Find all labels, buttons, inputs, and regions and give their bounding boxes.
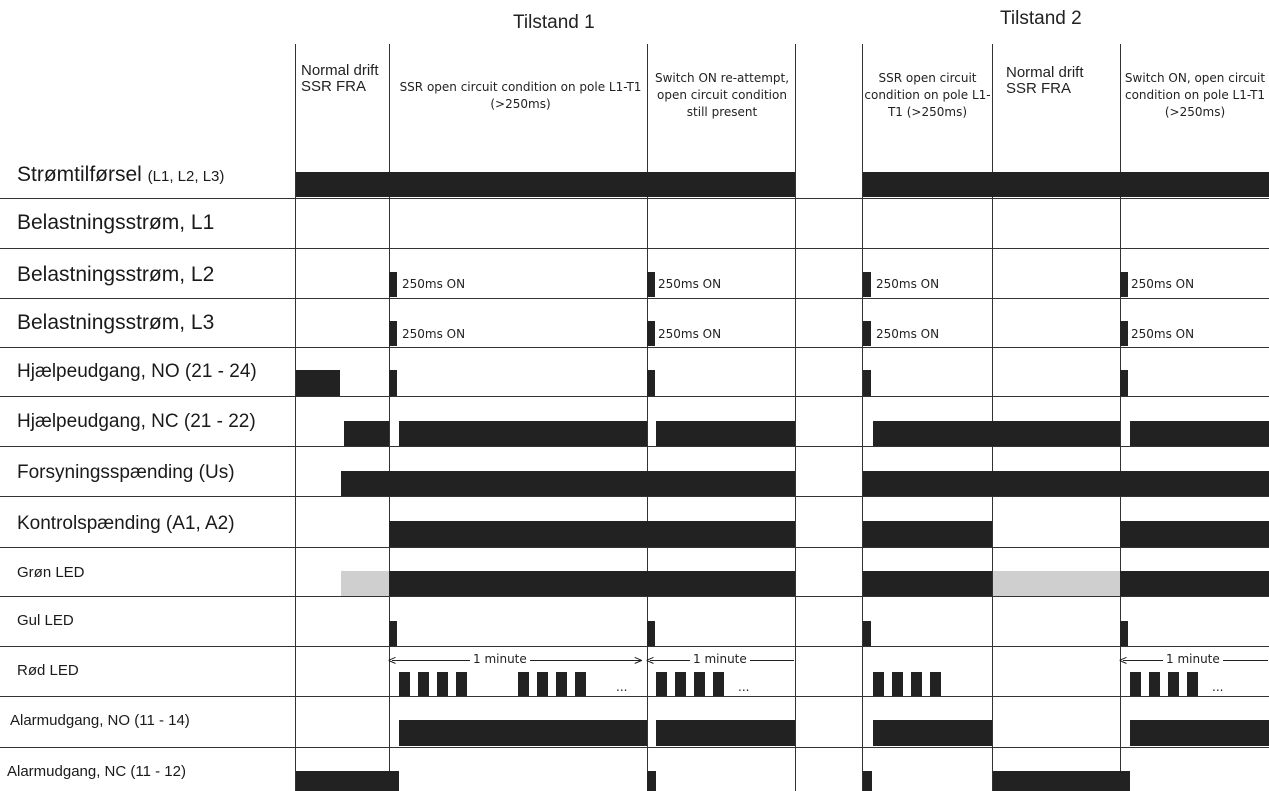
row-label-us: Forsyningsspænding (Us): [17, 462, 235, 483]
row-separator: [0, 347, 1269, 348]
red-led-blink: [399, 672, 410, 696]
red-led-blink: [930, 672, 941, 696]
header-open-circuit-2: SSR open circuit condition on pole L1-T1 (>250ms): [864, 71, 991, 119]
row-separator: [0, 547, 1269, 548]
signal-alarm-nc: [993, 771, 1130, 791]
column-divider: [1120, 44, 1121, 791]
red-led-blink: [556, 672, 567, 696]
red-led-blink: [575, 672, 586, 696]
header-normal-off-1: Normal drift SSR FRA: [301, 62, 379, 95]
signal-green-led-dim: [993, 571, 1120, 596]
header-switch-on: Switch ON, open circuit condition on pole L1-T1 (>250ms): [1124, 71, 1266, 119]
row-separator: [0, 248, 1269, 249]
row-label-alarm-nc: Alarmudgang, NC (11 - 12): [7, 763, 186, 780]
continuation-ellipsis: ...: [616, 680, 628, 694]
signal-aux-nc: [1130, 421, 1269, 446]
row-separator: [0, 596, 1269, 597]
signal-pulse: [863, 621, 871, 646]
signal-aux-nc: [344, 421, 389, 446]
signal-pulse: [389, 321, 397, 346]
signal-green-led-dim: [341, 571, 389, 596]
row-label-load-l1: Belastningsstrøm, L1: [17, 211, 215, 234]
red-led-blink: [1168, 672, 1179, 696]
row-label-control: Kontrolspænding (A1, A2): [17, 513, 235, 534]
row-separator: [0, 298, 1269, 299]
continuation-ellipsis: ...: [1212, 680, 1224, 694]
signal-alarm-no: [873, 720, 992, 746]
signal-pulse: [863, 370, 871, 396]
column-divider: [647, 44, 648, 791]
row-label-load-l3: Belastningsstrøm, L3: [17, 311, 215, 334]
row-label-load-l2: Belastningsstrøm, L2: [17, 263, 215, 286]
header-normal-off-2: Normal drift SSR FRA: [1006, 64, 1084, 97]
signal-pulse: [1120, 321, 1128, 346]
signal-alarm-no: [399, 720, 647, 746]
continuation-ellipsis: ...: [738, 680, 750, 694]
signal-alarm-no: [656, 720, 795, 746]
signal-us: [863, 471, 1269, 496]
signal-pulse: [389, 370, 397, 396]
red-led-blink: [437, 672, 448, 696]
red-led-blink: [418, 672, 429, 696]
signal-pulse: [1120, 621, 1128, 646]
minute-label: 1 minute: [1163, 652, 1223, 666]
pulse-note: 250ms ON: [402, 327, 466, 341]
pulse-note: 250ms ON: [658, 327, 722, 341]
pulse-note: 250ms ON: [1131, 277, 1195, 291]
signal-pulse: [389, 621, 397, 646]
pulse-note: 250ms ON: [876, 327, 940, 341]
minute-label: 1 minute: [470, 652, 530, 666]
red-led-blink: [518, 672, 529, 696]
signal-control: [1120, 521, 1269, 547]
column-divider: [795, 44, 796, 791]
signal-pulse: [647, 370, 655, 396]
header-reattempt: Switch ON re-attempt, open circuit condition still present: [654, 71, 790, 119]
row-separator: [0, 198, 1269, 199]
red-led-blink: [675, 672, 686, 696]
signal-pulse: [647, 272, 655, 297]
red-led-blink: [1187, 672, 1198, 696]
signal-aux-nc: [656, 421, 795, 446]
minute-label: 1 minute: [690, 652, 750, 666]
red-led-blink: [656, 672, 667, 696]
signal-pulse: [1120, 370, 1128, 396]
row-label-supply-suffix: (L1, L2, L3): [147, 168, 225, 185]
pulse-note: 250ms ON: [876, 277, 940, 291]
header-open-circuit-1: SSR open circuit condition on pole L1-T1 (>250ms): [399, 80, 642, 111]
red-led-blink: [1149, 672, 1160, 696]
signal-aux-no: [296, 370, 340, 396]
red-led-blink: [1130, 672, 1141, 696]
signal-control: [863, 521, 992, 547]
red-led-blink: [873, 672, 884, 696]
red-led-blink: [892, 672, 903, 696]
arrow-head-right-icon: >: [634, 652, 643, 668]
row-separator: [0, 747, 1269, 748]
signal-pulse: [863, 272, 871, 297]
red-led-blink: [713, 672, 724, 696]
signal-alarm-no: [1130, 720, 1269, 746]
row-separator: [0, 396, 1269, 397]
signal-pulse: [863, 321, 871, 346]
signal-pulse: [647, 321, 655, 346]
column-divider: [295, 44, 296, 791]
signal-pulse: [647, 771, 656, 791]
pulse-note: 250ms ON: [658, 277, 722, 291]
column-divider: [992, 44, 993, 791]
signal-pulse: [647, 621, 655, 646]
signal-supply-on: [863, 172, 1269, 197]
signal-aux-nc: [399, 421, 647, 446]
red-led-blink: [537, 672, 548, 696]
row-label-aux-no: Hjælpeudgang, NO (21 - 24): [17, 361, 257, 382]
signal-us: [341, 471, 795, 496]
signal-green-led: [1120, 571, 1269, 596]
arrow-head-left-icon: <: [1119, 652, 1128, 668]
signal-pulse: [389, 272, 397, 297]
signal-alarm-nc: [296, 771, 399, 791]
row-separator: [0, 646, 1269, 647]
row-label-aux-nc: Hjælpeudgang, NC (21 - 22): [17, 411, 256, 432]
signal-supply-on: [296, 172, 795, 197]
row-separator: [0, 696, 1269, 697]
red-led-blink: [456, 672, 467, 696]
section-title-state2: Tilstand 2: [1000, 8, 1082, 29]
signal-pulse: [863, 771, 872, 791]
pulse-note: 250ms ON: [402, 277, 466, 291]
row-label-supply-main: Strømtilførsel: [17, 163, 142, 186]
row-label-green-led: Grøn LED: [17, 564, 85, 581]
signal-aux-nc: [873, 421, 1120, 446]
column-divider: [389, 44, 390, 791]
row-label-red-led: Rød LED: [17, 662, 79, 679]
signal-pulse: [1120, 272, 1128, 297]
column-divider: [862, 44, 863, 791]
signal-green-led: [863, 571, 992, 596]
arrow-head-left-icon: <: [388, 652, 397, 668]
section-title-state1: Tilstand 1: [513, 12, 595, 33]
red-led-blink: [911, 672, 922, 696]
signal-control: [389, 521, 795, 547]
signal-green-led: [389, 571, 795, 596]
pulse-note: 250ms ON: [1131, 327, 1195, 341]
row-label-yellow-led: Gul LED: [17, 612, 74, 629]
arrow-head-left-icon: <: [646, 652, 655, 668]
row-separator: [0, 496, 1269, 497]
row-separator: [0, 446, 1269, 447]
red-led-blink: [694, 672, 705, 696]
row-label-alarm-no: Alarmudgang, NO (11 - 14): [10, 712, 190, 729]
row-label-supply: [17, 163, 224, 187]
